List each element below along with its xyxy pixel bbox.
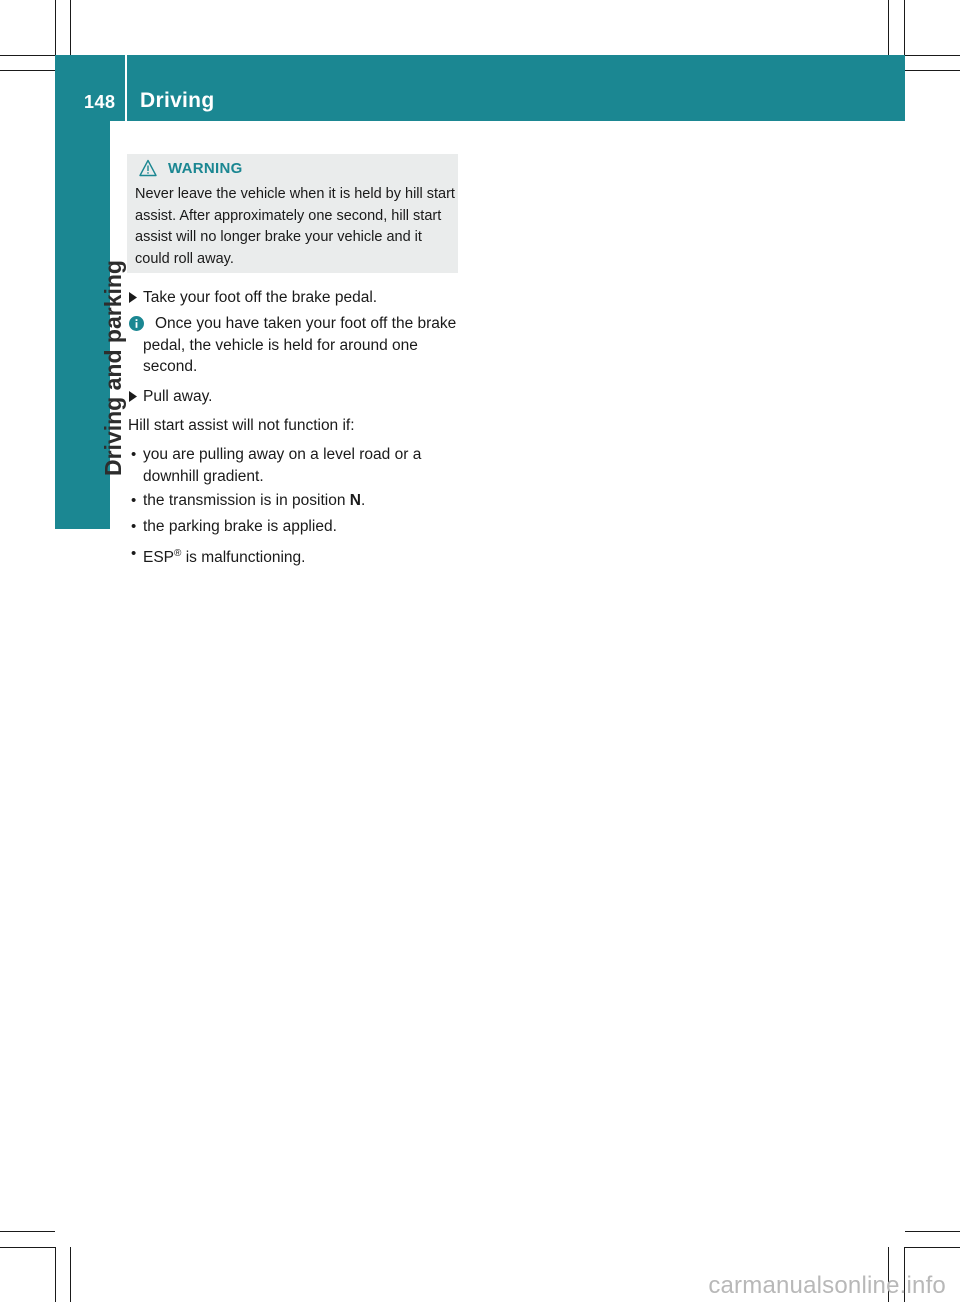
page-number: 148 (84, 92, 116, 112)
info-note (143, 313, 463, 378)
step-arrow-icon (129, 292, 137, 303)
bullet-esp (143, 543, 463, 569)
warning-title: WARNING (168, 160, 243, 177)
crop-mark (55, 1247, 56, 1302)
crop-mark (0, 1231, 55, 1232)
crop-mark (904, 0, 905, 55)
bullet-transmission-end: . (360, 492, 366, 509)
crop-mark (905, 70, 960, 71)
warning-text: Never leave the vehicle when it is held by hill start assist. After approximately one second, hill start assist will no longer brake your vehicle and it could roll away. (135, 186, 455, 267)
registered-mark: ® (174, 548, 182, 559)
crop-mark (0, 55, 55, 56)
section-title: Driving (140, 89, 215, 112)
info-note-text: Once you have taken your foot off the brake pedal, the vehicle is held for around one second. (143, 315, 457, 375)
conditions-intro: Hill start assist will not function if: (128, 417, 355, 434)
step-pull-away: Pull away. (143, 388, 213, 405)
esp-label: ESP (143, 549, 175, 567)
bullet-parking-brake: the parking brake is applied. (143, 518, 337, 535)
bullet-transmission (143, 490, 463, 512)
step-take-foot-off: Take your foot off the brake pedal. (143, 289, 378, 306)
crop-mark (905, 55, 960, 56)
watermark: carmanualsonline.info (708, 1272, 946, 1299)
side-tab-label: Driving and parking (100, 260, 126, 476)
info-icon (129, 316, 144, 331)
gear-position-n: N (349, 492, 361, 509)
step-arrow-icon (129, 391, 137, 402)
bullet-level-road: you are pulling away on a level road or a downhill gradient. (143, 446, 422, 485)
warning-triangle-icon (139, 159, 157, 177)
bullet-icon: • (131, 446, 137, 463)
crop-mark (70, 0, 71, 55)
crop-mark (55, 0, 56, 55)
header-divider (125, 55, 127, 121)
bullet-transmission-text: the transmission is in position (143, 492, 350, 509)
crop-mark (905, 1231, 960, 1232)
crop-mark (70, 1247, 71, 1302)
crop-mark (888, 0, 889, 55)
crop-mark (0, 1247, 55, 1248)
esp-malfunction-text: is malfunctioning. (181, 549, 306, 567)
bullet-icon: • (131, 545, 137, 562)
crop-mark (0, 70, 55, 71)
bullet-icon: • (131, 518, 137, 535)
bullet-icon: • (131, 492, 137, 509)
crop-mark (905, 1247, 960, 1248)
